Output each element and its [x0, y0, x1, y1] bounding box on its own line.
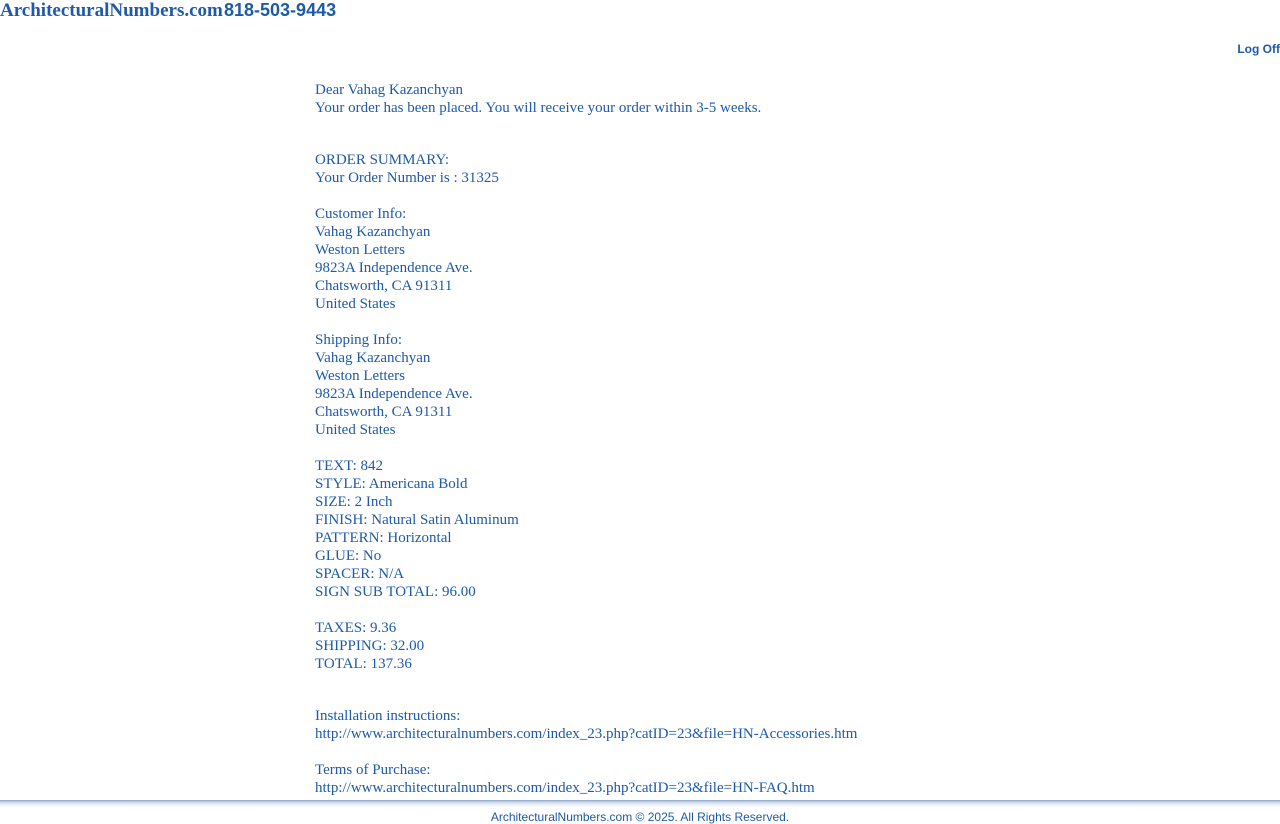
installation-heading: Installation instructions: [315, 708, 461, 724]
order-confirmation [315, 81, 1215, 797]
site-title-link[interactable]: ArchitecturalNumbers.com [0, 0, 223, 21]
taxes-line: TAXES: 9.36 [315, 620, 397, 636]
shipping-info-heading: Shipping Info: [315, 332, 403, 348]
terms-url: http://www.architecturalnumbers.com/index_23.php?catID=23&file=HN-FAQ.htm [315, 780, 815, 796]
page-footer [0, 800, 1280, 824]
log-off-link[interactable]: Log Off [1237, 42, 1280, 56]
shipping-street: 9823A Independence Ave. [315, 386, 473, 402]
greeting-salutation: Dear Vahag Kazanchyan [315, 82, 463, 98]
sign-size: SIZE: 2 Inch [315, 494, 393, 510]
sign-pattern: PATTERN: Horizontal [315, 530, 452, 546]
terms-heading: Terms of Purchase: [315, 762, 431, 778]
copyright-text: ArchitecturalNumbers.com © 2025. All Rights Reserved. [490, 810, 790, 824]
shipping-city-state-zip: Chatsworth, CA 91311 [315, 404, 453, 420]
customer-info-heading: Customer Info: [315, 206, 407, 222]
order-placed-message: Your order has been placed. You will receive your order within 3-5 weeks. [315, 100, 762, 116]
sign-glue: GLUE: No [315, 548, 382, 564]
shipping-country: United States [315, 422, 396, 438]
customer-city-state-zip: Chatsworth, CA 91311 [315, 278, 453, 294]
customer-street: 9823A Independence Ave. [315, 260, 473, 276]
total-line: TOTAL: 137.36 [315, 656, 412, 672]
sign-style: STYLE: Americana Bold [315, 476, 468, 492]
order-summary-heading: ORDER SUMMARY: [315, 152, 450, 168]
customer-name: Vahag Kazanchyan [315, 224, 431, 240]
sign-spacer: SPACER: N/A [315, 566, 405, 582]
sign-text: TEXT: 842 [315, 458, 383, 474]
customer-country: United States [315, 296, 396, 312]
sign-finish: FINISH: Natural Satin Aluminum [315, 512, 519, 528]
phone-number: 818-503-9443 [224, 0, 337, 20]
shipping-cost-line: SHIPPING: 32.00 [315, 638, 425, 654]
order-number: Your Order Number is : 31325 [315, 170, 499, 186]
shipping-company: Weston Letters [315, 368, 406, 384]
sign-sub-total: SIGN SUB TOTAL: 96.00 [315, 584, 476, 600]
customer-company: Weston Letters [315, 242, 406, 258]
shipping-name: Vahag Kazanchyan [315, 350, 431, 366]
installation-url: http://www.architecturalnumbers.com/index_23.php?catID=23&file=HN-Accessories.htm [315, 726, 858, 742]
